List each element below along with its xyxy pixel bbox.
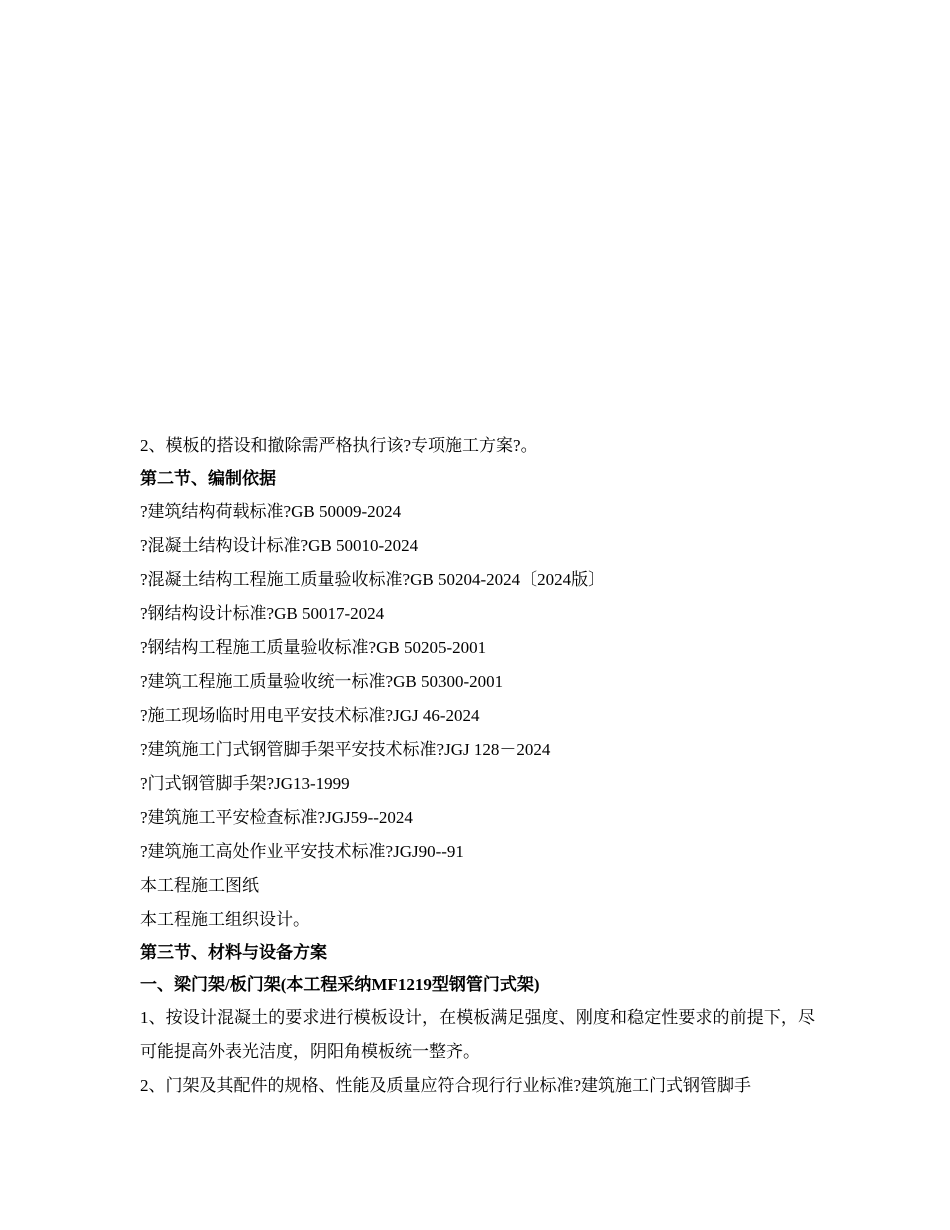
reference-item: ?建筑施工平安检查标准?JGJ59--2024 — [140, 808, 413, 827]
reference-item: ?门式钢管脚手架?JG13-1999 — [140, 774, 350, 793]
reference-item: ?钢结构设计标准?GB 50017-2024 — [140, 604, 385, 623]
section-heading-basis: 第二节、编制依据 — [140, 469, 276, 488]
reference-item: 本工程施工图纸 — [140, 876, 259, 895]
intro-line: 2、模板的搭设和撤除需严格执行该?专项施工方案?。 — [140, 436, 538, 455]
reference-item: ?建筑施工高处作业平安技术标准?JGJ90--91 — [140, 842, 464, 861]
subsection-heading-door-frame: 一、梁门架/板门架(本工程采纳MF1219型钢管门式架) — [140, 975, 540, 994]
reference-item: ?混凝土结构工程施工质量验收标准?GB 50204-2024〔2024版〕 — [140, 570, 606, 589]
reference-item: ?建筑施工门式钢管脚手架平安技术标准?JGJ 128－2024 — [140, 740, 551, 759]
reference-item: ?建筑结构荷载标准?GB 50009-2024 — [140, 502, 402, 521]
reference-item: ?混凝土结构设计标准?GB 50010-2024 — [140, 536, 419, 555]
reference-item: ?钢结构工程施工质量验收标准?GB 50205-2001 — [140, 638, 487, 657]
paragraph-door-frame-spec: 2、门架及其配件的规格、性能及质量应符合现行行业标准?建筑施工门式钢管脚手 — [140, 1076, 752, 1095]
reference-item: ?施工现场临时用电平安技术标准?JGJ 46-2024 — [140, 706, 480, 725]
reference-item: 本工程施工组织设计。 — [140, 910, 310, 929]
section-heading-materials: 第三节、材料与设备方案 — [140, 943, 327, 962]
reference-list — [140, 495, 815, 937]
paragraph-formwork-design: 1、按设计混凝土的要求进行模板设计，在模板满足强度、刚度和稳定性要求的前提下，尽可能提高外表光洁度，阴阳角模板统一整齐。 — [140, 1008, 815, 1061]
document-body — [140, 429, 815, 1103]
reference-item: ?建筑工程施工质量验收统一标准?GB 50300-2001 — [140, 672, 504, 691]
